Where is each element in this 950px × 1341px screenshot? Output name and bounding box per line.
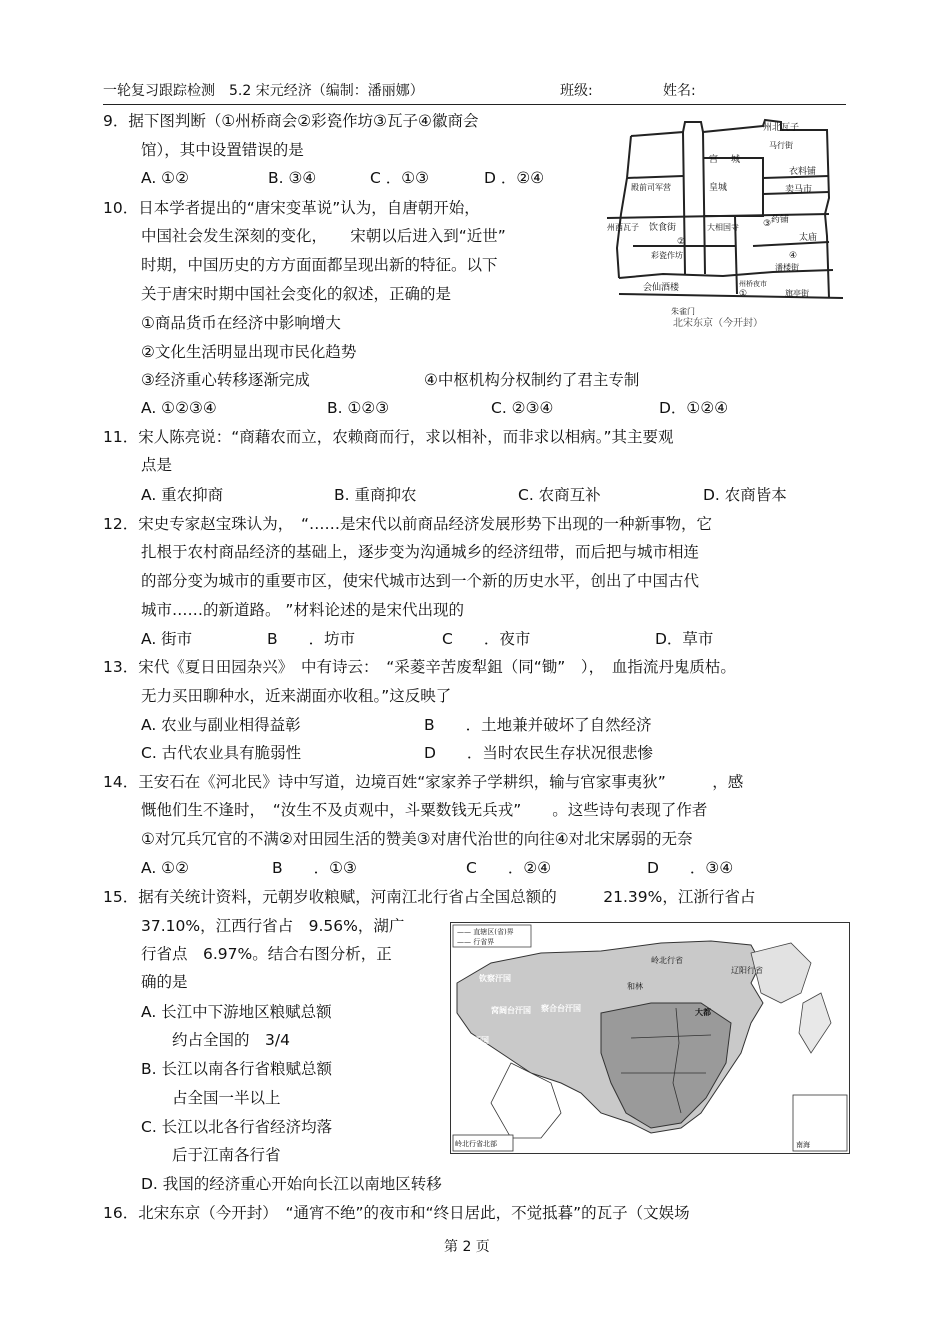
page-number: 第 2 页 [444, 1239, 490, 1255]
map2-label: 钦察汗国 [479, 974, 511, 983]
q10-statement-4: ④中枢机构分权制约了君主专制 [424, 371, 640, 389]
q11-option-a: A. 重农抑商 [141, 486, 224, 504]
q12-option-c: C ．夜市 [442, 630, 531, 648]
q15-option-c2: 后于江南各行省 [172, 1146, 281, 1164]
q14-option-c: C ．②④ [466, 859, 552, 877]
map1-label: 州西瓦子 [607, 223, 639, 232]
q11-option-d: D. 农商皆本 [703, 486, 787, 504]
q11-option-b: B. 重商抑农 [334, 486, 417, 504]
q13-option-a: A. 农业与副业相得益彰 [141, 716, 301, 734]
map2-inset-label: 南海 [796, 1141, 810, 1149]
q14-line2: 慨他们生不逢时， “汝生不及贞观中，斗粟数钱无兵戎” 。这些诗句表现了作者 [141, 801, 708, 819]
q12-line4: 城市……的新道路。 ”材料论述的是宋代出现的 [141, 601, 464, 619]
q11-line2: 点是 [141, 456, 173, 474]
map2-legend-1: —— 直辖区(省)界 [457, 928, 514, 936]
map1-label: 城 [731, 155, 741, 165]
q13-line2: 无力买田聊种水，近来湖面亦收租。”这反映了 [141, 687, 452, 705]
q13-option-d: D ．当时农民生存状况很悲惨 [424, 744, 653, 762]
map1-label: 会仙酒楼 [643, 283, 680, 293]
q12-line3: 的部分变为城市的重要市区，使宋代城市达到一个新的历史水平，创出了中国古代 [141, 572, 700, 590]
map1-label: 大相国寺 [707, 223, 739, 232]
map1-label: 衣料铺 [789, 167, 817, 177]
q10-line1: 10．日本学者提出的“唐宋变革说”认为，自唐朝开始， [103, 199, 480, 217]
q10-option-d: D．①②④ [659, 399, 729, 417]
map1-label: 卖马市 [785, 185, 813, 195]
header-title: 一轮复习跟踪检测 5.2 宋元经济（编制：潘丽娜） [103, 83, 424, 99]
map1-label: 旗亭街 [785, 289, 809, 298]
q14-line3: ①对冗兵冗官的不满②对田园生活的赞美③对唐代治世的向往④对北宋孱弱的无奈 [141, 830, 693, 848]
q14-option-b: B ．①③ [272, 859, 357, 877]
q15-line2: 37.10%，江西行省占 9.56%，湖广 [141, 917, 405, 935]
class-label: 班级: [560, 83, 593, 99]
map2-label: 窝阔台汗国 [491, 1006, 531, 1015]
q15-line1: 15．据有关统计资料，元朝岁收粮赋，河南江北行省占全国总额的 21.39%，江浙行省占 [103, 888, 756, 906]
q9-option-a: A. ①② [141, 169, 189, 187]
q10-line3: 时期，中国历史的方方面面都呈现出新的特征。以下 [141, 256, 498, 274]
map1-label: 州北瓦子 [763, 123, 800, 133]
map2-label: 和林 [627, 982, 643, 991]
map2-label: 岭北行省 [651, 956, 683, 965]
q10-option-a: A. ①②③④ [141, 399, 217, 417]
map1-label: ① [739, 289, 748, 299]
q14-line1: 14．王安石在《河北民》诗中写道，边境百姓“家家养子学耕织，输与官家事夷狄” ，感 [103, 773, 744, 791]
q15-option-c1: C. 长江以北各行省经济均落 [141, 1118, 333, 1136]
q14-option-a: A. ①② [141, 859, 189, 877]
map2-label: 辽阳行省 [731, 966, 763, 975]
q9-line1: 9．据下图判断（①州桥商会②彩瓷作坊③瓦子④徽商会 [103, 112, 479, 130]
q13-option-c: C. 古代农业具有脆弱性 [141, 744, 302, 762]
q13-line1: 13．宋代《夏日田园杂兴》 中有诗云： “采菱辛苦废犁鉏（同“锄” ）， 血指流丹鬼质枯。 [103, 658, 736, 676]
map2-label: 伊利汗国 [457, 1036, 489, 1045]
q11-option-c: C. 农商互补 [518, 486, 601, 504]
q15-option-d: D. 我国的经济重心开始向长江以南地区转移 [141, 1175, 442, 1193]
q10-option-b: B. ①②③ [327, 399, 390, 417]
q15-option-b2: 占全国一半以上 [172, 1089, 281, 1107]
q15-option-b1: B. 长江以南各行省粮赋总额 [141, 1060, 332, 1078]
map1-label: 宫 [709, 155, 719, 165]
map1-label: 朱雀门 [671, 307, 695, 316]
map1-label: 州桥夜市 [739, 280, 767, 288]
q10-statement-2: ②文化生活明显出现市民化趋势 [141, 343, 357, 361]
yuan-provinces-map [450, 922, 850, 1154]
q12-line1: 12．宋史专家赵宝珠认为， “……是宋代以前商品经济发展形势下出现的一种新事物，它 [103, 515, 713, 533]
q9-option-d: D ．②④ [484, 169, 545, 187]
dongjing-map [603, 118, 845, 330]
map1-label: 马行街 [769, 141, 793, 150]
q16-line1: 16．北宋东京（今开封） “通宵不绝”的夜市和“终日居此，不觉抵暮”的瓦子（文娱场 [103, 1204, 690, 1222]
q10-line2: 中国社会发生深刻的变化， 宋朝以后进入到“近世” [141, 227, 506, 245]
q10-statement-3: ③经济重心转移逐渐完成 [141, 371, 310, 389]
map1-label: ② [677, 237, 686, 247]
q13-option-b: B ．土地兼并破坏了自然经济 [424, 716, 652, 734]
header-rule [103, 104, 846, 105]
q14-option-d: D ．③④ [647, 859, 734, 877]
map1-label: ③ [763, 219, 772, 229]
map1-label: 太庙 [799, 233, 818, 243]
q12-option-a: A. 街市 [141, 630, 193, 648]
q15-line4: 确的是 [141, 973, 188, 991]
q11-line1: 11．宋人陈亮说：“商藉农而立，农赖商而行，求以相补，而非求以相病。”其主要观 [103, 428, 674, 446]
q12-option-b: B ．坊市 [267, 630, 356, 648]
q15-option-a1: A. 长江中下游地区粮赋总额 [141, 1003, 332, 1021]
q9-option-c: C ．①③ [370, 169, 430, 187]
map1-label: 殿前司军营 [631, 183, 671, 192]
q15-line3: 行省点 6.97%。结合右图分析，正 [141, 945, 392, 963]
map1-label: 药铺 [771, 215, 790, 225]
map1-label: 彩瓷作坊 [651, 251, 683, 260]
q10-line4: 关于唐宋时期中国社会变化的叙述，正确的是 [141, 285, 452, 303]
q12-line2: 扎根于农村商品经济的基础上，逐步变为沟通城乡的经济纽带，而后把与城市相连 [141, 543, 700, 561]
q10-option-c: C. ②③④ [491, 399, 554, 417]
q15-option-a2: 约占全国的 3/4 [172, 1031, 290, 1049]
map1-label: 饮食街 [649, 223, 677, 233]
map2-label: 大都 [695, 1008, 711, 1017]
map2-label: 察合台汗国 [541, 1004, 581, 1013]
map2-bottom-label: 岭北行省北部 [455, 1140, 497, 1148]
map2-legend-2: —— 行省界 [457, 938, 495, 946]
map1-label: ④ [789, 251, 798, 261]
q10-statement-1: ①商品货币在经济中影响增大 [141, 314, 341, 332]
map1-label: 潘楼街 [775, 263, 799, 272]
name-label: 姓名: [663, 83, 696, 99]
q12-option-d: D．草市 [655, 630, 714, 648]
map1-label: 皇城 [709, 183, 728, 193]
q9-line2: 馆），其中设置错误的是 [141, 141, 304, 159]
map1-caption: 北宋东京（今开封） [673, 318, 763, 329]
q9-option-b: B. ③④ [268, 169, 317, 187]
